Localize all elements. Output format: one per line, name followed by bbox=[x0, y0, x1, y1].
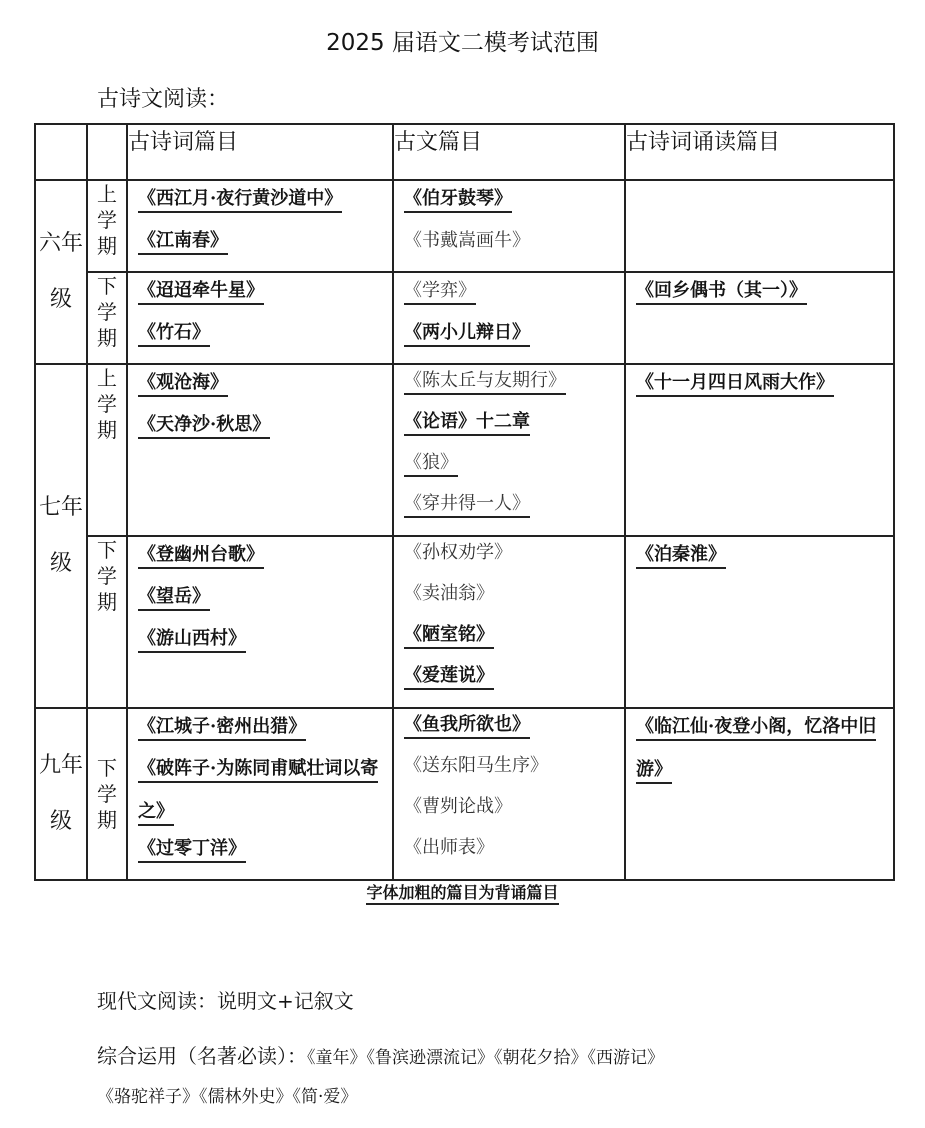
recite-cell bbox=[625, 180, 894, 272]
list-item: 《江城子·密州出猎》 bbox=[138, 715, 392, 739]
poems-cell bbox=[127, 180, 393, 272]
header-poems: 古诗词篇目 bbox=[127, 124, 393, 180]
poems-cell bbox=[127, 272, 393, 364]
list-item: 《书戴嵩画牛》 bbox=[404, 230, 530, 251]
list-item: 《爱莲说》 bbox=[404, 664, 624, 688]
bold-note: 字体加粗的篇目为背诵篇目 bbox=[0, 880, 925, 903]
list-item: 《出师表》 bbox=[404, 837, 494, 858]
list-item: 《游山西村》 bbox=[138, 627, 392, 651]
table-header-row bbox=[35, 124, 894, 180]
list-item: 《破阵子·为陈同甫赋壮词以寄之》 bbox=[138, 747, 392, 833]
modern-reading bbox=[97, 985, 354, 1014]
list-item: 《登幽州台歌》 bbox=[138, 543, 392, 567]
semester-label: 上学期 bbox=[87, 364, 127, 536]
recite-cell bbox=[625, 272, 894, 364]
table-row bbox=[35, 272, 894, 364]
list-item: 《学弈》 bbox=[404, 279, 624, 303]
grade-label: 七年级 bbox=[35, 364, 87, 708]
recite-cell bbox=[625, 708, 894, 880]
prose-cell bbox=[393, 364, 625, 536]
poems-cell bbox=[127, 536, 393, 708]
list-item: 《回乡偶书（其一）》 bbox=[636, 279, 893, 303]
section-ancient-reading: 古诗文阅读： bbox=[97, 87, 230, 112]
modern-reading-label: 现代文阅读： bbox=[97, 989, 217, 1013]
table-row bbox=[35, 364, 894, 536]
books-line-2: 《骆驼祥子》《儒林外史》《简·爱》 bbox=[97, 1087, 358, 1107]
semester-label: 下学期 bbox=[87, 536, 127, 708]
list-item: 《过零丁洋》 bbox=[138, 837, 392, 861]
list-item: 《陈太丘与友期行》 bbox=[404, 369, 624, 393]
prose-cell bbox=[393, 272, 625, 364]
semester-label: 下学期 bbox=[87, 272, 127, 364]
list-item: 《两小儿辩日》 bbox=[404, 321, 624, 345]
list-item: 《十一月四日风雨大作》 bbox=[636, 371, 893, 395]
list-item: 《送东阳马生序》 bbox=[404, 755, 548, 776]
semester-label: 上学期 bbox=[87, 180, 127, 272]
page-title: 2025 届语文二模考试范围 bbox=[326, 30, 599, 56]
grade-label: 九年级 bbox=[35, 708, 87, 880]
scope-table bbox=[34, 123, 895, 881]
recite-cell bbox=[625, 364, 894, 536]
table-row bbox=[35, 180, 894, 272]
list-item: 《临江仙·夜登小阁，忆洛中旧游》 bbox=[636, 705, 893, 791]
prose-cell bbox=[393, 180, 625, 272]
header-blank-grade bbox=[35, 124, 87, 180]
list-item: 《西江月·夜行黄沙道中》 bbox=[138, 187, 392, 211]
prose-cell bbox=[393, 536, 625, 708]
list-item: 《泊秦淮》 bbox=[636, 543, 893, 567]
semester-label: 下学期 bbox=[87, 708, 127, 880]
list-item: 《论语》十二章 bbox=[404, 410, 624, 434]
header-prose: 古文篇目 bbox=[393, 124, 625, 180]
list-item: 《陋室铭》 bbox=[404, 623, 624, 647]
recite-cell bbox=[625, 536, 894, 708]
books-line-1: 《童年》《鲁滨逊漂流记》《朝花夕拾》《西游记》 bbox=[307, 1048, 664, 1068]
table-row bbox=[35, 536, 894, 708]
list-item: 《迢迢牵牛星》 bbox=[138, 279, 392, 303]
poems-cell bbox=[127, 708, 393, 880]
list-item: 《观沧海》 bbox=[138, 371, 392, 395]
list-item: 《天净沙·秋思》 bbox=[138, 413, 392, 437]
list-item: 《狼》 bbox=[404, 451, 624, 475]
grade-label: 六年级 bbox=[35, 180, 87, 364]
modern-reading-value: 说明文+记叙文 bbox=[217, 989, 354, 1013]
list-item: 《卖油翁》 bbox=[404, 583, 494, 604]
list-item: 《曹刿论战》 bbox=[404, 796, 512, 817]
table-row bbox=[35, 708, 894, 880]
header-recite: 古诗词诵读篇目 bbox=[625, 124, 894, 180]
poems-cell bbox=[127, 364, 393, 536]
comprehensive-label: 综合运用（名著必读）： bbox=[97, 1044, 307, 1068]
list-item: 《江南春》 bbox=[138, 229, 392, 253]
prose-cell bbox=[393, 708, 625, 880]
list-item: 《穿井得一人》 bbox=[404, 492, 624, 516]
comprehensive-use bbox=[97, 1040, 664, 1069]
list-item: 《伯牙鼓琴》 bbox=[404, 187, 624, 211]
list-item: 《孙权劝学》 bbox=[404, 542, 512, 563]
list-item: 《鱼我所欲也》 bbox=[404, 713, 624, 737]
header-blank-semester bbox=[87, 124, 127, 180]
list-item: 《竹石》 bbox=[138, 321, 392, 345]
list-item: 《望岳》 bbox=[138, 585, 392, 609]
